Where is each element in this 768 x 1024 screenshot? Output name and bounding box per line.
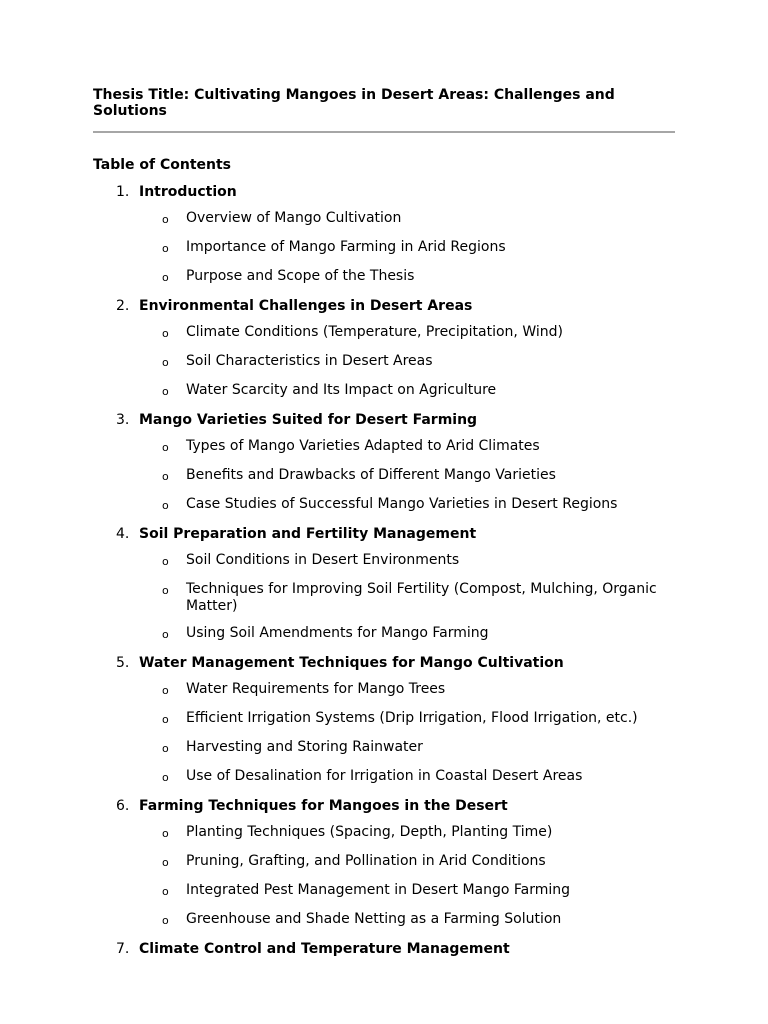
toc-subsection-label: Overview of Mango Cultivation — [186, 210, 402, 226]
toc-section-number: 4. — [116, 526, 130, 542]
bullet-icon: o — [162, 914, 169, 927]
toc-section-label: Water Management Techniques for Mango Cultivation — [139, 655, 564, 671]
toc-section-heading — [93, 298, 675, 314]
bullet-icon: o — [162, 555, 169, 568]
toc-section — [93, 941, 675, 957]
toc-subsection-item — [93, 710, 675, 729]
toc-section-number-cell — [93, 184, 139, 200]
toc-section-label: Mango Varieties Suited for Desert Farming — [139, 412, 478, 428]
toc-section-heading — [93, 412, 675, 428]
bullet-icon: o — [162, 713, 169, 726]
bullet-icon: o — [162, 213, 169, 226]
toc-subsection-list — [93, 210, 675, 287]
toc-section-heading — [93, 526, 675, 542]
toc-subsection-item — [93, 467, 675, 486]
title-divider — [93, 131, 675, 133]
toc-subsection-item — [93, 853, 675, 872]
toc-subsection-item — [93, 324, 675, 343]
toc-subsection-label: Pruning, Grafting, and Pollination in Arid Conditions — [186, 853, 546, 869]
toc-subsection-label: Water Requirements for Mango Trees — [186, 681, 446, 697]
toc-section — [93, 412, 675, 515]
toc-section-number-cell — [93, 655, 139, 671]
toc-subsection-label: Importance of Mango Farming in Arid Regions — [186, 239, 506, 255]
toc-section-label: Introduction — [139, 184, 237, 200]
toc-section-label: Environmental Challenges in Desert Areas — [139, 298, 473, 314]
toc-subsection-label: Purpose and Scope of the Thesis — [186, 268, 415, 284]
bullet-icon: o — [162, 385, 169, 398]
toc-subsection-label: Harvesting and Storing Rainwater — [186, 739, 423, 755]
toc-section — [93, 655, 675, 787]
toc-subsection-list — [93, 438, 675, 515]
toc-subsection-label: Benefits and Drawbacks of Different Mango Varieties — [186, 467, 556, 483]
toc-subsection-label: Types of Mango Varieties Adapted to Arid Climates — [186, 438, 540, 454]
toc-section-number-cell — [93, 526, 139, 542]
toc-subsection-list — [93, 552, 675, 644]
bullet-icon: o — [162, 856, 169, 869]
bullet-icon: o — [162, 885, 169, 898]
toc-section-number: 3. — [116, 412, 130, 428]
toc-section-label: Soil Preparation and Fertility Management — [139, 526, 477, 542]
toc-section — [93, 298, 675, 401]
toc-section — [93, 526, 675, 644]
toc-section-number: 2. — [116, 298, 130, 314]
toc-subsection-label: Greenhouse and Shade Netting as a Farming Solution — [186, 911, 562, 927]
toc-subsection-label: Integrated Pest Management in Desert Mango Farming — [186, 882, 571, 898]
toc-subsection-item — [93, 625, 675, 644]
toc-section-number-cell — [93, 941, 139, 957]
bullet-icon: o — [162, 771, 169, 784]
bullet-icon: o — [162, 271, 169, 284]
toc-section — [93, 184, 675, 287]
toc-section-number: 5. — [116, 655, 130, 671]
toc-heading: Table of Contents — [93, 157, 232, 173]
toc-subsection-item — [93, 496, 675, 515]
toc-subsection-item — [93, 382, 675, 401]
bullet-icon: o — [162, 628, 169, 641]
toc-subsection-item — [93, 739, 675, 758]
toc-subsection-item — [93, 552, 675, 571]
toc-subsection-label: Planting Techniques (Spacing, Depth, Planting Time) — [186, 824, 553, 840]
toc-subsection-label: Soil Conditions in Desert Environments — [186, 552, 460, 568]
bullet-icon: o — [162, 684, 169, 697]
bullet-icon: o — [162, 470, 169, 483]
toc-section-number-cell — [93, 298, 139, 314]
bullet-icon: o — [162, 499, 169, 512]
toc-subsection-label: Techniques for Improving Soil Fertility (Compost, Mulching, Organic Matter) — [186, 581, 657, 614]
bullet-icon: o — [162, 242, 169, 255]
toc-subsection-item — [93, 239, 675, 258]
toc-section-number-cell — [93, 798, 139, 814]
toc-section-number-cell — [93, 412, 139, 428]
toc-section-number: 7. — [116, 941, 130, 957]
toc-subsection-item — [93, 768, 675, 787]
toc-section-heading — [93, 941, 675, 957]
bullet-icon: o — [162, 584, 169, 597]
toc-list — [93, 184, 675, 957]
bullet-icon: o — [162, 356, 169, 369]
toc-subsection-item — [93, 353, 675, 372]
toc-subsection-label: Use of Desalination for Irrigation in Coastal Desert Areas — [186, 768, 583, 784]
toc-section — [93, 798, 675, 930]
document-page — [93, 87, 675, 957]
toc-subsection-label: Case Studies of Successful Mango Varieties in Desert Regions — [186, 496, 618, 512]
toc-subsection-item — [93, 882, 675, 901]
toc-subsection-label: Using Soil Amendments for Mango Farming — [186, 625, 489, 641]
toc-subsection-list — [93, 324, 675, 401]
toc-subsection-item — [93, 268, 675, 287]
toc-subsection-item — [93, 824, 675, 843]
toc-subsection-label: Efficient Irrigation Systems (Drip Irrigation, Flood Irrigation, etc.) — [186, 710, 638, 726]
toc-subsection-label: Climate Conditions (Temperature, Precipitation, Wind) — [186, 324, 563, 340]
toc-section-heading — [93, 798, 675, 814]
bullet-icon: o — [162, 827, 169, 840]
toc-section-label: Climate Control and Temperature Management — [139, 941, 510, 957]
toc-section-number: 6. — [116, 798, 130, 814]
toc-section-number: 1. — [116, 184, 130, 200]
toc-subsection-item — [93, 581, 675, 615]
toc-subsection-item — [93, 210, 675, 229]
toc-subsection-label: Soil Characteristics in Desert Areas — [186, 353, 433, 369]
toc-section-label: Farming Techniques for Mangoes in the Desert — [139, 798, 508, 814]
toc-subsection-list — [93, 824, 675, 930]
bullet-icon: o — [162, 742, 169, 755]
toc-subsection-item — [93, 681, 675, 700]
toc-section-heading — [93, 184, 675, 200]
toc-subsection-item — [93, 911, 675, 930]
toc-subsection-item — [93, 438, 675, 457]
toc-subsection-label: Water Scarcity and Its Impact on Agriculture — [186, 382, 497, 398]
bullet-icon: o — [162, 327, 169, 340]
toc-section-heading — [93, 655, 675, 671]
thesis-title: Thesis Title: Cultivating Mangoes in Desert Areas: Challenges and Solutions — [93, 87, 615, 119]
bullet-icon: o — [162, 441, 169, 454]
toc-subsection-list — [93, 681, 675, 787]
